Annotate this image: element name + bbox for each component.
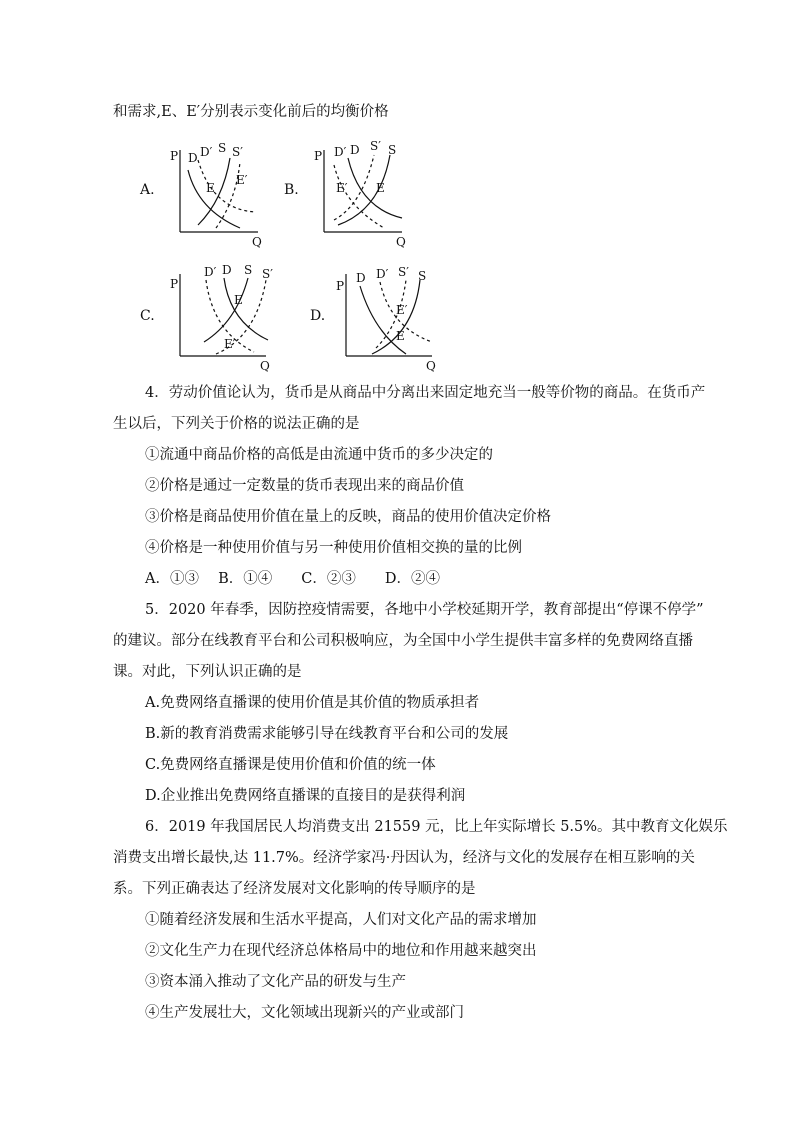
graph-d-p-label: P bbox=[336, 279, 345, 293]
graph-d-option-label: D. bbox=[310, 308, 326, 324]
graph-d-e-label: E′ bbox=[396, 303, 408, 317]
q6-item-1: ①随着经济发展和生活水平提高，人们对文化产品的需求增加 bbox=[145, 912, 537, 928]
q5-option-c: C.免费网络直播课是使用价值和价值的统一体 bbox=[145, 757, 436, 773]
q6-stem-line-3: 系。下列正确表达了经济发展对文化影响的传导顺序的是 bbox=[113, 881, 476, 897]
graph-a bbox=[168, 140, 268, 250]
graph-c-option-label: C. bbox=[140, 308, 155, 324]
graph-c-s2-label: S′ bbox=[262, 267, 273, 281]
q4-options: A．①③ B．①④ C．②③ D．②④ bbox=[145, 571, 440, 587]
graph-a-q-label: Q bbox=[252, 235, 262, 249]
graph-a-option-label: A. bbox=[140, 182, 155, 198]
graph-a-e2-label: E′ bbox=[236, 173, 248, 187]
graph-c-p-label: P bbox=[170, 277, 179, 291]
graph-b bbox=[312, 140, 412, 250]
graph-a-d-curve bbox=[188, 170, 240, 228]
graph-b-s-label: S′ bbox=[370, 140, 381, 153]
q6-item-4: ④生产发展壮大，文化领域出现新兴的产业或部门 bbox=[145, 1005, 464, 1021]
q6-item-3: ③资本涌入推动了文化产品的研发与生产 bbox=[145, 974, 406, 990]
graph-a-e-label: E bbox=[206, 181, 215, 195]
graph-b-e-label: E′ bbox=[336, 181, 348, 195]
graph-d-d-label: D bbox=[356, 271, 366, 285]
q5-stem-line-2: 的建议。部分在线教育平台和公司积极响应，为全国中小学生提供丰富多样的免费网络直播 bbox=[113, 633, 693, 649]
graph-c-s-label: S bbox=[244, 263, 253, 277]
graph-a-d2-label: D′ bbox=[200, 145, 213, 159]
graph-b-d-curve bbox=[334, 165, 384, 228]
graph-b-e2-label: E bbox=[376, 181, 385, 195]
q6-stem-line-1: 6．2019 年我国居民人均消费支出 21559 元，比上年实际增长 5.5%。其中教育文化娱乐 bbox=[145, 819, 728, 835]
graph-c-q-label: Q bbox=[260, 359, 270, 373]
graph-d-s2-label: S bbox=[418, 269, 427, 283]
graph-d-s-label: S′ bbox=[398, 265, 409, 279]
graph-b-p-label: P bbox=[314, 149, 323, 163]
q4-item-4: ④价格是一种使用价值与另一种使用价值相交换的量的比例 bbox=[145, 540, 522, 556]
graph-b-option-label: B. bbox=[284, 182, 299, 198]
graph-d-e2-label: E bbox=[396, 329, 405, 343]
graph-c-e-label: E bbox=[234, 293, 243, 307]
graph-d-q-label: Q bbox=[426, 359, 436, 373]
graph-d-d2-label: D′ bbox=[376, 267, 389, 281]
graph-b-d2-curve bbox=[348, 158, 402, 218]
q6-stem-line-2: 消费支出增长最快,达 11.7%。经济学家冯·丹因认为，经济与文化的发展存在相互影响的关 bbox=[113, 850, 695, 866]
q5-option-b: B.新的教育消费需求能够引导在线教育平台和公司的发展 bbox=[145, 726, 509, 742]
q5-stem-line-1: 5．2020 年春季，因防控疫情需要，各地中小学校延期开学，教育部提出“停课不停学” bbox=[145, 602, 704, 618]
q4-item-2: ②价格是通过一定数量的货币表现出来的商品价值 bbox=[145, 478, 464, 494]
graph-a-d-label: D bbox=[188, 151, 198, 165]
graph-a-s-label: S bbox=[218, 141, 227, 155]
graph-c bbox=[168, 262, 278, 374]
graph-a-p-label: P bbox=[170, 149, 179, 163]
q6-item-2: ②文化生产力在现代经济总体格局中的地位和作用越来越突出 bbox=[145, 943, 537, 959]
graph-c-d2-label: D bbox=[222, 263, 232, 277]
q5-option-d: D.企业推出免费网络直播课的直接目的是获得利润 bbox=[145, 788, 466, 804]
graph-b-d-label: D′ bbox=[334, 145, 347, 159]
q4-stem-line-2: 生以后，下列关于价格的说法正确的是 bbox=[113, 416, 360, 432]
graph-b-q-label: Q bbox=[396, 235, 406, 249]
q5-option-a: A.免费网络直播课的使用价值是其价值的物质承担者 bbox=[145, 695, 480, 711]
graph-c-d-label: D′ bbox=[204, 265, 217, 279]
graph-a-s2-curve bbox=[216, 162, 240, 228]
graph-b-s2-label: S bbox=[388, 143, 397, 157]
q4-item-1: ①流通中商品价格的高低是由流通中货币的多少决定的 bbox=[145, 447, 493, 463]
q4-item-3: ③价格是商品使用价值在量上的反映，商品的使用价值决定价格 bbox=[145, 509, 551, 525]
q5-stem-line-3: 课。对此，下列认识正确的是 bbox=[113, 664, 302, 680]
intro-text: 和需求,E、E′分别表示变化前后的均衡价格 bbox=[113, 104, 389, 120]
q4-stem-line-1: 4．劳动价值论认为，货币是从商品中分离出来固定地充当一般等价物的商品。在货币产 bbox=[145, 385, 706, 401]
graph-b-d2-label: D bbox=[350, 143, 360, 157]
graph-c-e2-label: E′ bbox=[224, 337, 236, 351]
graph-a-s2-label: S′ bbox=[232, 145, 243, 159]
graph-d bbox=[334, 262, 444, 374]
